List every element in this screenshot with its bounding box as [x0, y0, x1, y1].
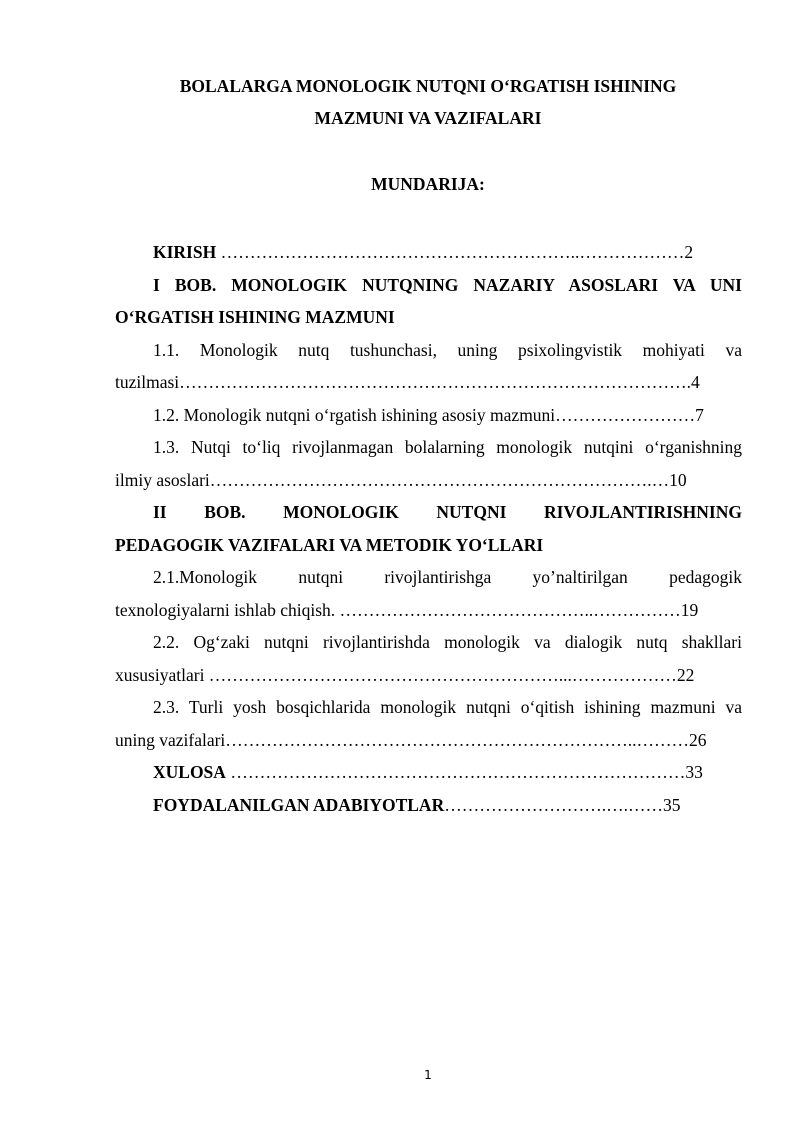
- toc-section-2-2-line-1: 2.2. Og‘zaki nutqni rivojlantirishda monologik va dialogik nutq shakllari: [153, 632, 742, 652]
- toc-section-1-3: [115, 431, 742, 464]
- toc-chapter-1-line-2: O‘RGATISH ISHINING MAZMUNI: [115, 307, 395, 327]
- toc-section-1-1: [115, 334, 742, 367]
- toc-section-2-2-cont: [115, 659, 742, 692]
- toc-section-2-3-line-2: uning vazifalari……………………………………………………………..………26: [115, 729, 707, 750]
- toc-section-1-3-line-2: ilmiy asoslari………………………………………………………………….…10: [115, 469, 687, 490]
- toc-section-1-1-cont: [115, 366, 742, 399]
- toc-section-2-3: [115, 691, 742, 724]
- toc-section-2-3-line-1: 2.3. Turli yosh bosqichlarida monologik nutqni o‘qitish ishining mazmuni va: [153, 697, 742, 717]
- toc-section-1-2-line-1: 1.2. Monologik nutqni o‘rgatish ishining asosiy mazmuni……………………7: [153, 404, 704, 425]
- toc-entry-kirish-label: KIRISH: [153, 242, 217, 262]
- toc-chapter-1-cont: [115, 301, 742, 334]
- toc-section-1-3-cont: [115, 464, 742, 497]
- document-title-line-1: BOLALARGA MONOLOGIK NUTQNI O‘RGATISH ISHINING: [179, 76, 677, 96]
- toc-section-1-2: [115, 399, 742, 432]
- toc-entry-xulosa-label: XULOSA: [153, 762, 226, 782]
- toc-entry-xulosa: [115, 756, 742, 789]
- toc-section-2-2: [115, 626, 742, 659]
- toc-entry-adabiyotlar-label: FOYDALANILGAN ADABIYOTLAR: [153, 794, 445, 815]
- toc-section-1-3-line-1: 1.3. Nutqi to‘liq rivojlanmagan bolalarning monologik nutqini o‘rganishning: [153, 437, 742, 457]
- toc-entry-kirish-leader: ……………………………………………………..………………: [216, 242, 685, 262]
- toc-chapter-2-line-1: II BOB. MONOLOGIK NUTQNI RIVOJLANTIRISHNING: [153, 502, 742, 522]
- toc-section-2-1-line-2: texnologiyalarni ishlab chiqish. ……………………………………..……………19: [115, 599, 699, 620]
- toc-chapter-2-cont: [115, 529, 742, 562]
- page-number: 1: [424, 1068, 432, 1082]
- toc-section-2-1-line-1: 2.1.Monologik nutqni rivojlantirishga yo’naltirilgan pedagogik: [153, 567, 742, 587]
- toc-section-2-1-cont: [115, 594, 742, 627]
- contents-heading: MUNDARIJA:: [371, 174, 485, 194]
- toc-chapter-2: [115, 496, 742, 529]
- toc-entry-xulosa-leader: ……………………………………………………………………33: [225, 762, 703, 782]
- toc-section-1-1-line-1: 1.1. Monologik nutq tushunchasi, uning psixolingvistik mohiyati va: [153, 339, 742, 360]
- table-of-contents: [115, 236, 742, 821]
- toc-chapter-1-line-1: I BOB. MONOLOGIK NUTQNING NAZARIY ASOSLARI VA UNI: [153, 274, 742, 295]
- toc-entry-kirish: [115, 236, 742, 269]
- document-title-line-2: MAZMUNI VA VAZIFALARI: [314, 108, 542, 128]
- toc-section-1-1-line-2: tuzilmasi…………………………………………………………………………….4: [115, 372, 700, 392]
- toc-section-2-1: [115, 561, 742, 594]
- toc-chapter-2-line-2: PEDAGOGIK VAZIFALARI VA METODIK YO‘LLARI: [115, 534, 544, 555]
- toc-entry-adabiyotlar-leader: ……………………….….……35: [444, 794, 681, 815]
- toc-section-2-3-cont: [115, 724, 742, 757]
- toc-entry-kirish-page: 2: [684, 242, 694, 262]
- toc-entry-adabiyotlar: [115, 789, 742, 822]
- toc-section-2-2-line-2: xususiyatlari ……………………………………………………...………………22: [115, 664, 695, 685]
- toc-chapter-1: [115, 269, 742, 302]
